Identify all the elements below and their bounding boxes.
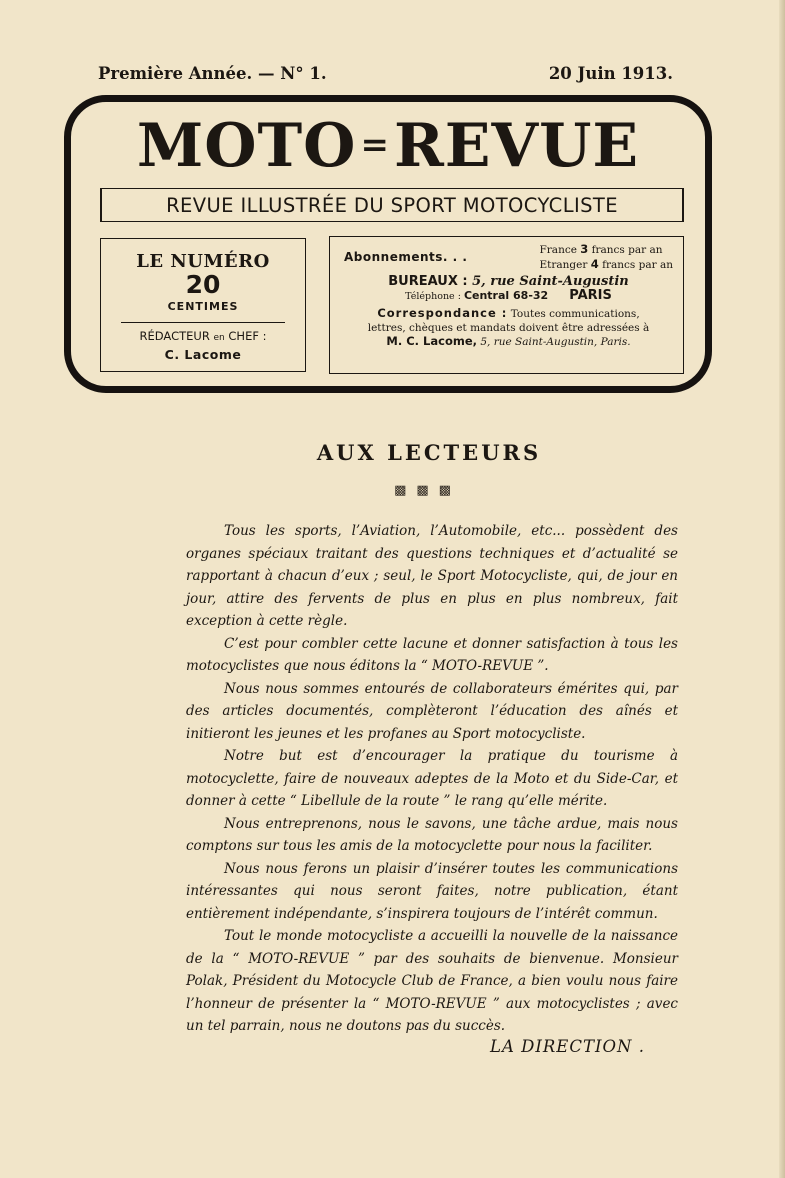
article-paragraph: Nous entreprenons, nous le savons, une tâche ardue, mais nous comptons sur tous les amis de la motocyclette pour nous la faciliter.: [186, 815, 678, 854]
price-box-divider: [121, 322, 284, 323]
info-box: [329, 236, 684, 374]
correspondence-line-2: lettres, chèques et mandats doivent être adressées à: [367, 321, 650, 334]
correspondence-address: 5, rue Saint-Augustin, Paris.: [480, 336, 631, 348]
correspondence-line-1: [344, 307, 673, 322]
rate-foreign-a: Etranger: [539, 259, 588, 271]
article-paragraph: Notre but est d’encourager la pratique du tourisme à motocyclette, faire de nouveaux adeptes de la Moto et du Side-Car, et donner à cette “ Libellule de la route ” le rang qu’elle mérite.: [186, 748, 678, 809]
price-unit: CENTIMES: [167, 300, 239, 313]
article-paragraph: C’est pour combler cette lacune et donner satisfaction à tous les motocyclistes que nous éditons la “ MOTO-REVUE ”.: [186, 635, 678, 674]
office-city: PARIS: [569, 288, 612, 303]
rate-france-a: France: [539, 244, 577, 256]
editor-label: [101, 329, 305, 343]
issue-date: 20 Juin 1913.: [548, 64, 673, 83]
phone-row: [344, 289, 673, 304]
editor-label-b: en: [213, 333, 225, 343]
masthead-title-dash: =: [360, 124, 390, 165]
page-edge-shadow: [779, 0, 785, 1178]
signature: LA DIRECTION .: [490, 1037, 645, 1056]
subscriptions-label: Abonnements. . .: [344, 250, 468, 264]
price-label: LE NUMÉRO: [136, 251, 270, 272]
subscription-rates: [540, 242, 674, 272]
correspondence-block: [344, 307, 673, 350]
masthead-frame: [64, 95, 712, 393]
article-body: [186, 520, 678, 1038]
issue-header: [98, 64, 673, 83]
rate-france-b: 3: [580, 242, 589, 256]
masthead-title-left: MOTO: [136, 111, 357, 181]
article-paragraph: Nous nous ferons un plaisir d’insérer toutes les communications intéressantes qui nous seront faites, notre publication, étant entièrement indépendante, s’inspirera toujours de l’intérêt commun.: [186, 860, 678, 922]
editor-name: C. Lacome: [164, 347, 242, 362]
correspondence-label: Correspondance :: [377, 306, 508, 320]
phone-number: Central 68-32: [463, 289, 549, 302]
phone-label: Téléphone :: [405, 291, 461, 302]
subscriptions-row: [344, 242, 673, 272]
correspondence-text-a: Toutes communications,: [510, 308, 640, 320]
rate-foreign: [540, 257, 674, 272]
rate-foreign-c: francs par an: [602, 259, 673, 271]
price-value: 20: [185, 270, 221, 299]
correspondence-line-3: [344, 335, 673, 350]
editor-label-c: CHEF :: [228, 329, 267, 343]
ornament-icons: ▩▩▩: [394, 483, 461, 498]
offices-address: 5, rue Saint-Augustin: [472, 274, 629, 289]
rate-france-c: francs par an: [591, 244, 663, 256]
article-paragraph: Tous les sports, l’Aviation, l’Automobile, etc... possèdent des organes spéciaux traitant des questions techniques et d’actualité se rapportant à chacun d’eux ; seul, le Sport Motocycliste, qui, de jour en jour, attire des fervents de plus en plus en plus nombreux, fait exception à cette règle.: [186, 523, 678, 629]
editor-label-a: RÉDACTEUR: [139, 329, 210, 343]
article-paragraph: Nous nous sommes entourés de collaborateurs émérites qui, par des articles documentés, complèteront l’éducation des aînés et initieront les jeunes et les profanes au Sport motocycliste.: [186, 680, 678, 742]
masthead-subtitle: [100, 188, 684, 222]
offices-label: BUREAUX :: [388, 274, 468, 289]
correspondence-name: M. C. Lacome,: [386, 334, 477, 348]
masthead-subtitle-text: REVUE ILLUSTRÉE DU SPORT MOTOCYCLISTE: [166, 193, 618, 217]
article-paragraph: Tout le monde motocycliste a accueilli la nouvelle de la naissance de la “ MOTO-REVUE ” par des souhaits de bienvenue. Monsieur Polak, Président du Motocycle Club de France, a bien voulu nous faire l’honneur de présenter la “ MOTO-REVUE ” aux motocyclistes ; avec un tel parrain, nous ne doutons pas du succès.: [186, 928, 678, 1034]
edition-label: Première Année. — N° 1.: [98, 64, 327, 83]
price-box: [100, 238, 306, 372]
masthead-title: [71, 110, 705, 187]
rate-france: [540, 242, 674, 257]
article-heading: AUX LECTEURS: [316, 440, 542, 465]
offices-row: [344, 275, 673, 289]
rate-foreign-b: 4: [590, 257, 599, 271]
masthead-title-right: REVUE: [393, 111, 640, 181]
